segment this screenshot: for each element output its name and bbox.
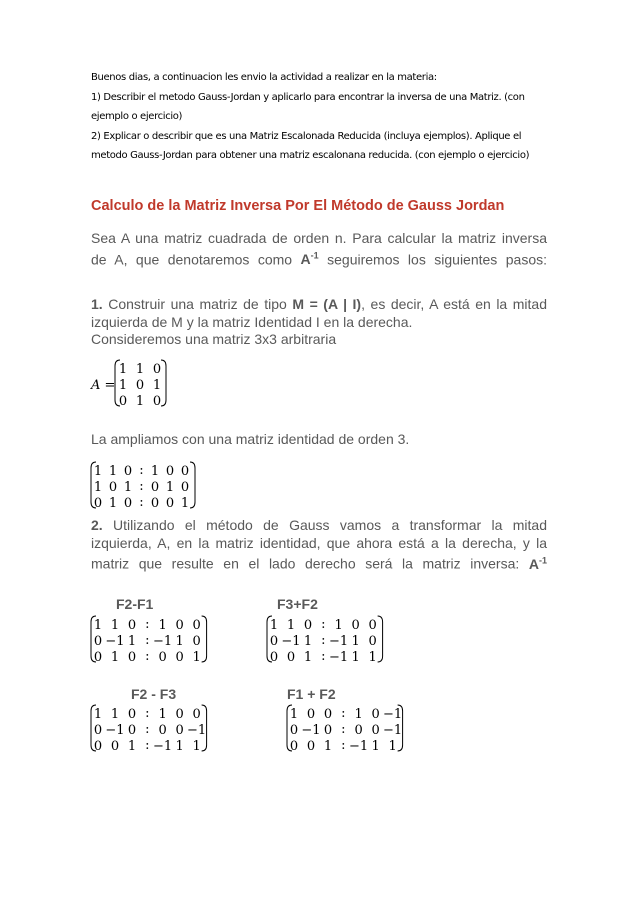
- separator-dots: :: [145, 649, 150, 664]
- left-matrix-cell: 0: [289, 739, 299, 754]
- left-matrix-cell: 1: [108, 496, 118, 511]
- augmented-matrix-initial: [88, 460, 228, 512]
- separator-dots: :: [321, 649, 326, 664]
- step-label-f2-f3: F2 - F3: [131, 686, 177, 702]
- step-label-f1-f2: F1 + F2: [287, 686, 336, 702]
- left-matrix-cell: 0: [123, 464, 133, 479]
- separator-dots: :: [145, 633, 150, 648]
- p4-line-2: izquierda, A, en la matriz identidad, que ahora está a la derecha, y la: [91, 534, 547, 551]
- matrix-a-cell: 0: [118, 394, 128, 409]
- left-matrix-cell: 1: [303, 650, 313, 665]
- right-matrix-cell: −1: [187, 723, 207, 738]
- right-matrix-cell: −1: [383, 707, 403, 722]
- right-matrix-cell: 1: [180, 496, 190, 511]
- left-matrix-cell: 0: [93, 650, 103, 665]
- right-matrix-cell: 1: [175, 739, 184, 754]
- matrix-a-cell: 1: [118, 362, 128, 377]
- left-matrix-cell: 0: [269, 650, 279, 665]
- right-matrix-cell: 1: [158, 618, 167, 633]
- right-matrix-cell: 1: [158, 707, 167, 722]
- intro-text: [91, 68, 551, 166]
- right-matrix-cell: 0: [158, 650, 167, 665]
- separator-dots: :: [145, 617, 150, 632]
- right-matrix-cell: 0: [192, 618, 201, 633]
- left-matrix-cell: 0: [269, 634, 279, 649]
- matrix-a-cell: 0: [135, 378, 145, 393]
- separator-dots: :: [321, 617, 326, 632]
- right-matrix-cell: −1: [329, 634, 349, 649]
- matrix-a: [88, 358, 178, 410]
- right-matrix-cell: 1: [351, 634, 360, 649]
- right-bracket: [190, 462, 195, 508]
- left-matrix-cell: 0: [108, 480, 118, 495]
- left-matrix-cell: 0: [110, 739, 120, 754]
- left-matrix-cell: 0: [289, 723, 299, 738]
- right-matrix-cell: 1: [351, 650, 360, 665]
- intro-line-2: 1) Describir el metodo Gauss-Jordan y aplicarlo para encontrar la inversa de una Matriz. (con: [91, 91, 525, 103]
- right-matrix-cell: 1: [192, 650, 201, 665]
- left-matrix-cell: 0: [306, 707, 316, 722]
- separator-dots: :: [139, 479, 144, 494]
- right-matrix-cell: 0: [371, 723, 380, 738]
- matrix-a-cell: 0: [152, 394, 162, 409]
- left-matrix-cell: 1: [123, 480, 133, 495]
- left-matrix-cell: 1: [108, 464, 118, 479]
- left-matrix-cell: −1: [301, 723, 321, 738]
- right-matrix-cell: 0: [165, 496, 175, 511]
- right-matrix-cell: 0: [175, 707, 184, 722]
- left-matrix-cell: 1: [110, 618, 120, 633]
- left-matrix-cell: 1: [303, 634, 313, 649]
- augmented-matrix-step-3: [88, 703, 238, 755]
- matrix-a-cell: 1: [118, 378, 128, 393]
- left-matrix-cell: 1: [93, 707, 103, 722]
- left-matrix-cell: 0: [127, 650, 137, 665]
- matrix-a-cell: 0: [152, 362, 162, 377]
- separator-dots: :: [341, 706, 346, 721]
- separator-dots: :: [341, 722, 346, 737]
- left-matrix-cell: 0: [93, 723, 103, 738]
- left-matrix-cell: 0: [306, 739, 316, 754]
- right-matrix-cell: −1: [153, 739, 173, 754]
- right-matrix-cell: 0: [368, 618, 377, 633]
- separator-dots: :: [145, 738, 150, 753]
- augmented-matrix-step-1: [88, 614, 238, 666]
- right-bracket: [378, 616, 383, 662]
- right-matrix-cell: 1: [175, 634, 184, 649]
- right-bracket: [202, 616, 207, 662]
- separator-dots: :: [341, 738, 346, 753]
- left-matrix-cell: 0: [127, 618, 137, 633]
- paragraph-step-2: [91, 517, 547, 573]
- matrix-a-cell: 1: [135, 362, 145, 377]
- left-matrix-cell: −1: [281, 634, 301, 649]
- left-matrix-cell: 1: [110, 707, 120, 722]
- right-matrix-cell: −1: [349, 739, 369, 754]
- augmented-matrix-step-2: [264, 614, 414, 666]
- p4-line-1: 2. Utilizando el método de Gauss vamos a transformar la mitad: [91, 517, 547, 533]
- p2-line-1: 1. Construir una matriz de tipo M = (A | I), es decir, A está en la mitad: [91, 296, 547, 312]
- p1-line-1: Sea A una matriz cuadrada de orden n. Para calcular la matriz inversa: [91, 230, 547, 246]
- separator-dots: :: [145, 706, 150, 721]
- left-matrix-cell: 1: [93, 618, 103, 633]
- right-matrix-cell: 0: [180, 480, 190, 495]
- matrix-a-label: A =: [91, 378, 116, 393]
- right-matrix-cell: 0: [150, 496, 160, 511]
- separator-dots: :: [139, 463, 144, 478]
- right-matrix-cell: 0: [180, 464, 190, 479]
- right-bracket: [161, 360, 166, 406]
- p3-line: La ampliamos con una matriz identidad de orden 3.: [91, 431, 410, 447]
- step-label-f3-f2: F3+F2: [277, 596, 318, 612]
- intro-line-4: 2) Explicar o describir que es una Matriz Escalonada Reducida (incluya ejemplos). Aplique el: [91, 130, 522, 142]
- matrix-a-cell: 1: [135, 394, 145, 409]
- left-matrix-cell: 1: [110, 650, 120, 665]
- p2-line-2: izquierda de M y la matriz Identidad I en la derecha.: [91, 313, 413, 330]
- right-matrix-cell: 0: [175, 723, 184, 738]
- right-matrix-cell: 1: [388, 739, 397, 754]
- intro-line-5: metodo Gauss-Jordan para obtener una matriz escalonana reducida. (con ejemplo o ejercicio): [91, 150, 530, 161]
- right-matrix-cell: 0: [150, 480, 160, 495]
- left-matrix-cell: 0: [286, 650, 296, 665]
- left-matrix-cell: 0: [303, 618, 313, 633]
- left-matrix-cell: 0: [127, 723, 137, 738]
- left-matrix-cell: 0: [127, 707, 137, 722]
- right-matrix-cell: −1: [329, 650, 349, 665]
- paragraph-step-1: [91, 296, 547, 349]
- right-matrix-cell: 1: [165, 480, 175, 495]
- left-matrix-cell: 1: [93, 480, 103, 495]
- left-matrix-cell: 1: [127, 739, 137, 754]
- left-matrix-cell: 1: [323, 739, 333, 754]
- matrix-a-cell: 1: [152, 378, 162, 393]
- right-matrix-cell: 0: [158, 723, 167, 738]
- right-matrix-cell: 0: [351, 618, 360, 633]
- p4-line-3: matriz que resulte en el lado derecho será la matriz inversa: $A^{-1}$: [91, 555, 547, 572]
- left-matrix-cell: 1: [289, 707, 299, 722]
- intro-line-3: ejemplo o ejercicio): [91, 111, 183, 122]
- right-matrix-cell: 0: [192, 634, 201, 649]
- augmented-matrix-step-4: [284, 703, 434, 755]
- separator-dots: :: [139, 495, 144, 510]
- right-matrix-cell: 1: [354, 707, 363, 722]
- step-label-f2-f1: F2-F1: [116, 596, 154, 612]
- right-matrix-cell: 1: [368, 650, 377, 665]
- paragraph-augment: [91, 431, 547, 449]
- separator-dots: :: [321, 633, 326, 648]
- left-matrix-cell: 0: [93, 634, 103, 649]
- intro-line-1: Buenos dias, a continuacion les envio la actividad a realizar en la materia:: [91, 72, 437, 83]
- left-matrix-cell: 0: [323, 707, 333, 722]
- right-matrix-cell: −1: [383, 723, 403, 738]
- right-matrix-cell: −1: [153, 634, 173, 649]
- left-matrix-cell: 1: [286, 618, 296, 633]
- right-matrix-cell: 0: [175, 618, 184, 633]
- paragraph-intro: [91, 230, 547, 269]
- right-matrix-cell: 0: [354, 723, 363, 738]
- right-matrix-cell: 0: [368, 634, 377, 649]
- left-matrix-cell: 1: [93, 464, 103, 479]
- left-matrix-cell: 0: [93, 496, 103, 511]
- left-matrix-cell: 1: [269, 618, 279, 633]
- right-matrix-cell: 0: [192, 707, 201, 722]
- left-matrix-cell: 1: [127, 634, 137, 649]
- right-matrix-cell: 0: [175, 650, 184, 665]
- left-matrix-cell: 0: [93, 739, 103, 754]
- right-matrix-cell: 1: [334, 618, 343, 633]
- right-matrix-cell: 1: [371, 739, 380, 754]
- left-matrix-cell: 0: [123, 496, 133, 511]
- p2-line-3: Consideremos una matriz 3x3 arbitraria: [91, 331, 337, 347]
- section-title: Calculo de la Matriz Inversa Por El Método de Gauss Jordan: [91, 198, 505, 214]
- right-matrix-cell: 0: [371, 707, 380, 722]
- left-matrix-cell: 0: [323, 723, 333, 738]
- left-matrix-cell: −1: [105, 634, 125, 649]
- right-matrix-cell: 0: [165, 464, 175, 479]
- separator-dots: :: [145, 722, 150, 737]
- right-matrix-cell: 1: [150, 464, 160, 479]
- p1-line-2: de A, que denotaremos como $A^{-1}$ seguiremos los siguientes pasos:: [91, 250, 547, 268]
- left-matrix-cell: −1: [105, 723, 125, 738]
- right-matrix-cell: 1: [192, 739, 201, 754]
